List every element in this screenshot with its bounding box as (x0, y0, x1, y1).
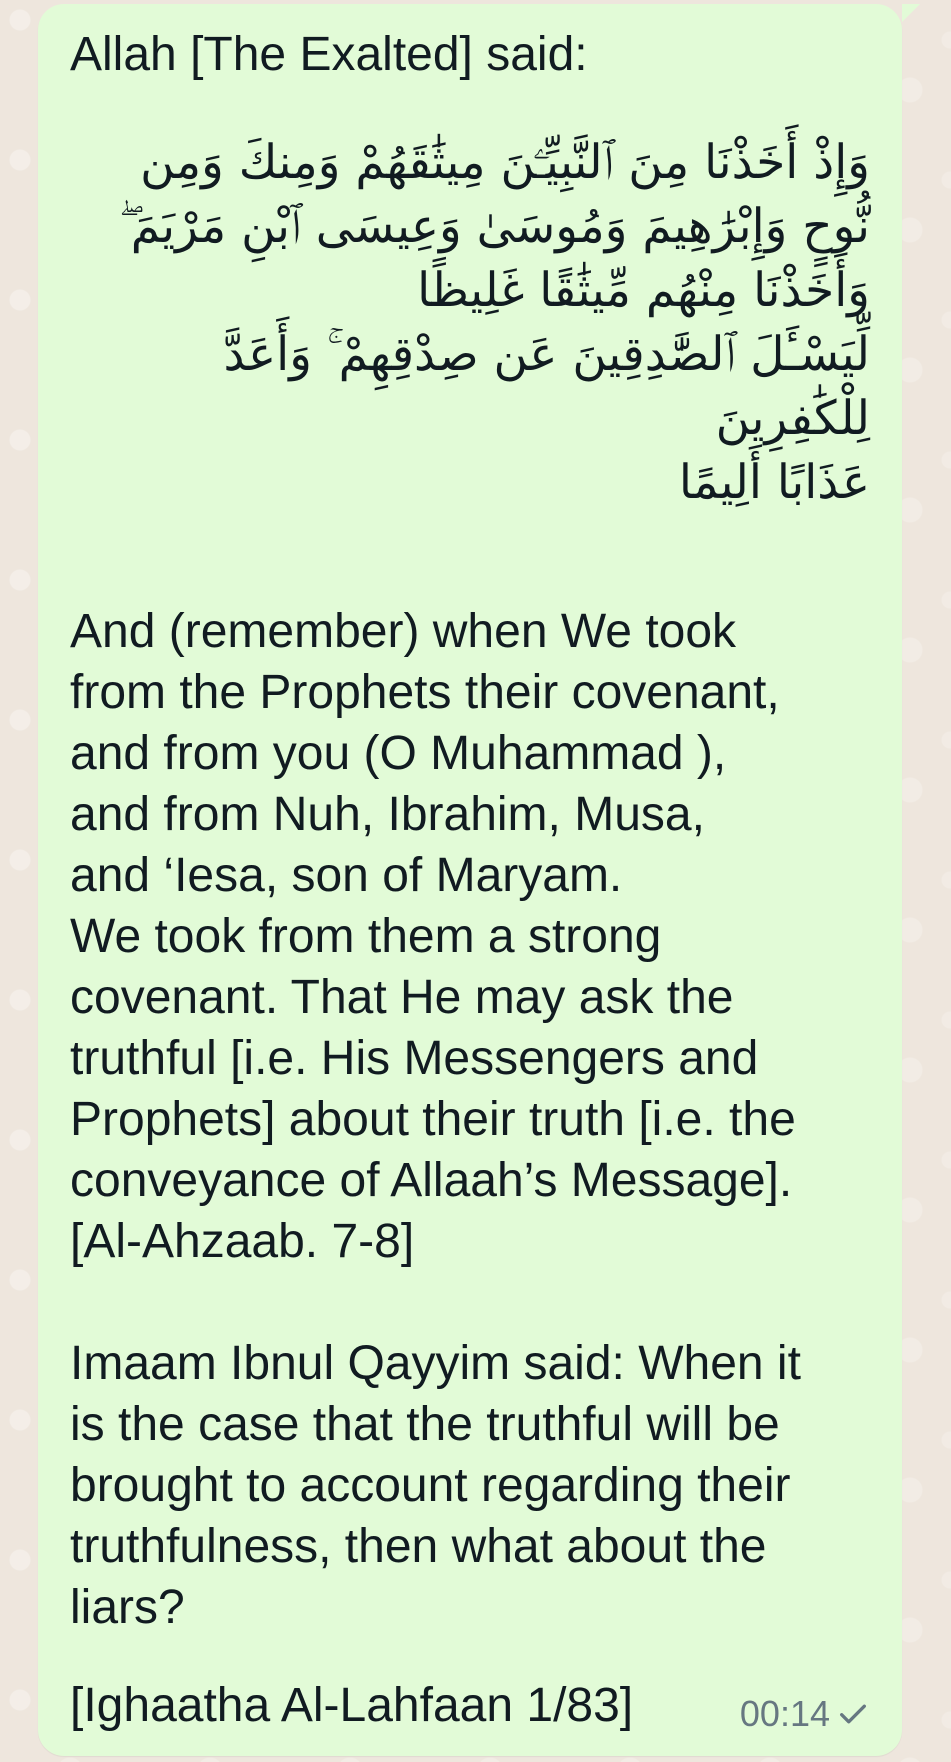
arabic-verse-line: لِّيَسْـَٔلَ ٱلصَّٰدِقِينَ عَن صِدْقِهِمْ ۚ وَأَعَدَّ لِلْكَٰفِرِينَ (223, 327, 870, 446)
message-footer (70, 1674, 870, 1736)
commentary-text: Imaam Ibnul Qayyim said: When it is the case that the truthful will be brought to account regarding their truthfulness, then what about the liars? (70, 1337, 801, 1634)
message-meta (740, 1694, 870, 1734)
source-reference: [Ighaatha Al-Lahfaan 1/83] (70, 1679, 634, 1732)
single-check-icon (836, 1697, 870, 1731)
arabic-verse-line: وَإِذْ أَخَذْنَا مِنَ ٱلنَّبِيِّـۧنَ مِيثَٰقَهُمْ وَمِنكَ وَمِن (140, 135, 870, 190)
message-timestamp: 00:14 (739, 1693, 830, 1734)
message-bubble[interactable] (38, 4, 902, 1756)
arabic-verse-line: وَأَخَذْنَا مِنْهُم مِّيثَٰقًا غَلِيظًا (417, 263, 870, 318)
message-intro: Allah [The Exalted] said: (70, 28, 588, 81)
arabic-verse-line: نُّوحٍ وَإِبْرَٰهِيمَ وَمُوسَىٰ وَعِيسَى ٱبْنِ مَرْيَمَ ۖ (119, 199, 870, 254)
arabic-verse (70, 131, 870, 515)
english-translation: And (remember) when We took from the Prophets their covenant, and from you (O Muhammad ), and from Nuh, Ibrahim, Musa, and ‘Iesa, son of Maryam. We took from them a strong covenant. That He may ask the truthful [i.e. His Messengers and Prophets] about their truth [i.e. the conveyance of Allaah’s Message]. [Al-Ahzaab. 7-8] (70, 605, 796, 1268)
arabic-verse-line: عَذَابًا أَلِيمًا (678, 455, 870, 510)
